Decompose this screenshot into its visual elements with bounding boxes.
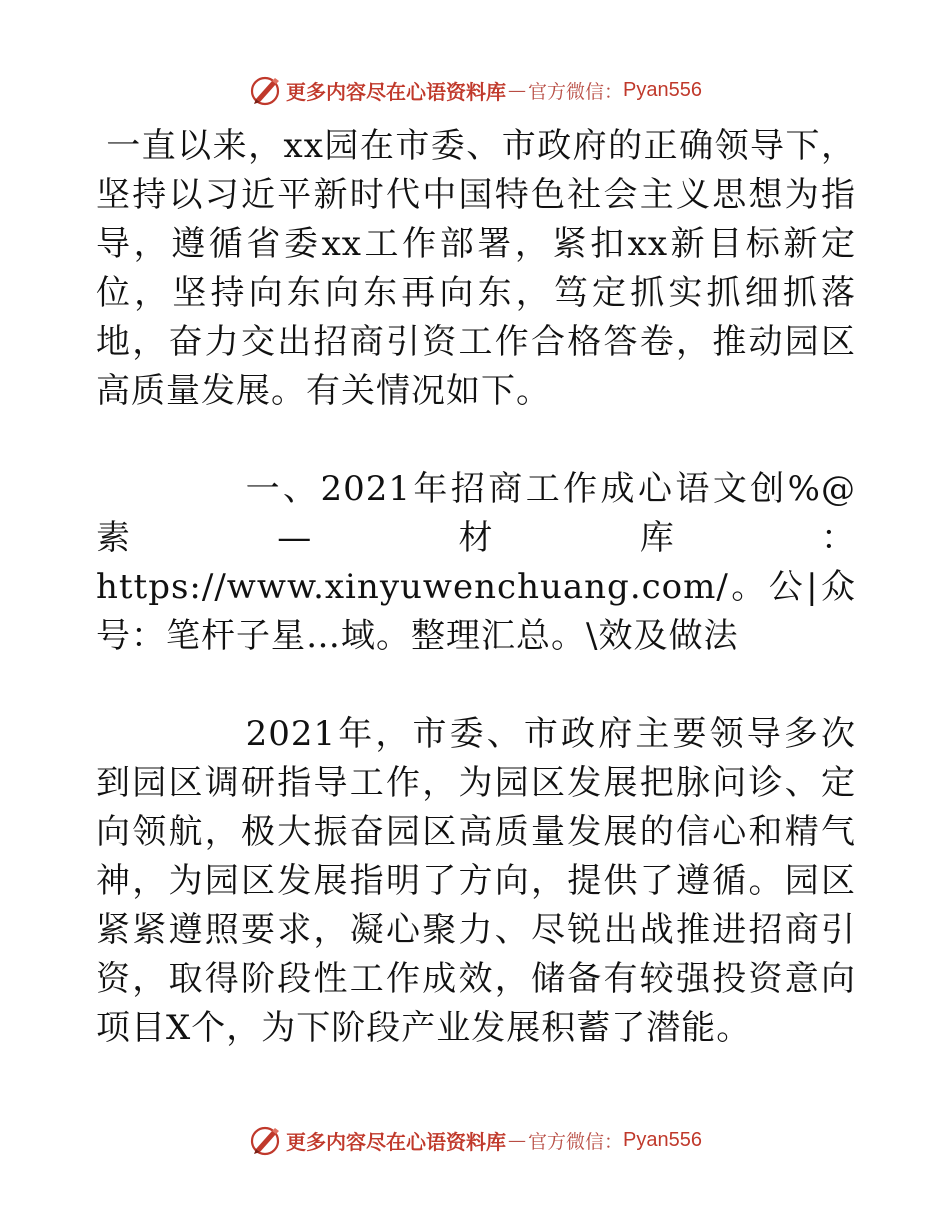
banner-brand-text: 更多内容尽在心语资料库: [286, 1129, 506, 1154]
header-banner: [0, 70, 950, 110]
banner-dash: —: [508, 79, 526, 101]
document-body: [96, 122, 856, 1053]
banner-wechat-id: Pyan556: [623, 78, 702, 101]
banner-wechat-id: Pyan556: [623, 1128, 702, 1151]
paragraph-intro: 一直以来，xx园在市委、市政府的正确领导下，坚持以习近平新时代中国特色社会主义思想为指导，遵循省委xx工作部署，紧扣xx新目标新定位，坚持向东向东再向东，笃定抓实抓细抓落地，奋力交出招商引资工作合格答卷，推动园区高质量发展。有关情况如下。: [96, 126, 856, 411]
paragraph-section-heading: 一、2021年招商工作成心语文创%@素—材库：https://www.xinyuwenchuang.com/。公|众号：笔杆子星…域。整理汇总。\效及做法: [96, 469, 856, 656]
pen-logo-icon: [248, 1123, 282, 1157]
banner-wechat-label: 官方微信：: [528, 80, 624, 103]
paragraph-summary: 2021年，市委、市政府主要领导多次到园区调研指导工作，为园区发展把脉问诊、定向领航，极大振奋园区高质量发展的信心和精气神，为园区发展指明了方向，提供了遵循。园区紧紧遵照要求，凝心聚力、尽锐出战推进招商引资，取得阶段性工作成效，储备有较强投资意向项目X个，为下阶段产业发展积蓄了潜能。: [96, 714, 856, 1048]
banner-brand-text: 更多内容尽在心语资料库: [286, 79, 506, 104]
banner-dash: —: [508, 1129, 526, 1151]
footer-banner: [0, 1120, 950, 1160]
banner-wechat-label: 官方微信：: [528, 1130, 624, 1153]
pen-logo-icon: [248, 73, 282, 107]
